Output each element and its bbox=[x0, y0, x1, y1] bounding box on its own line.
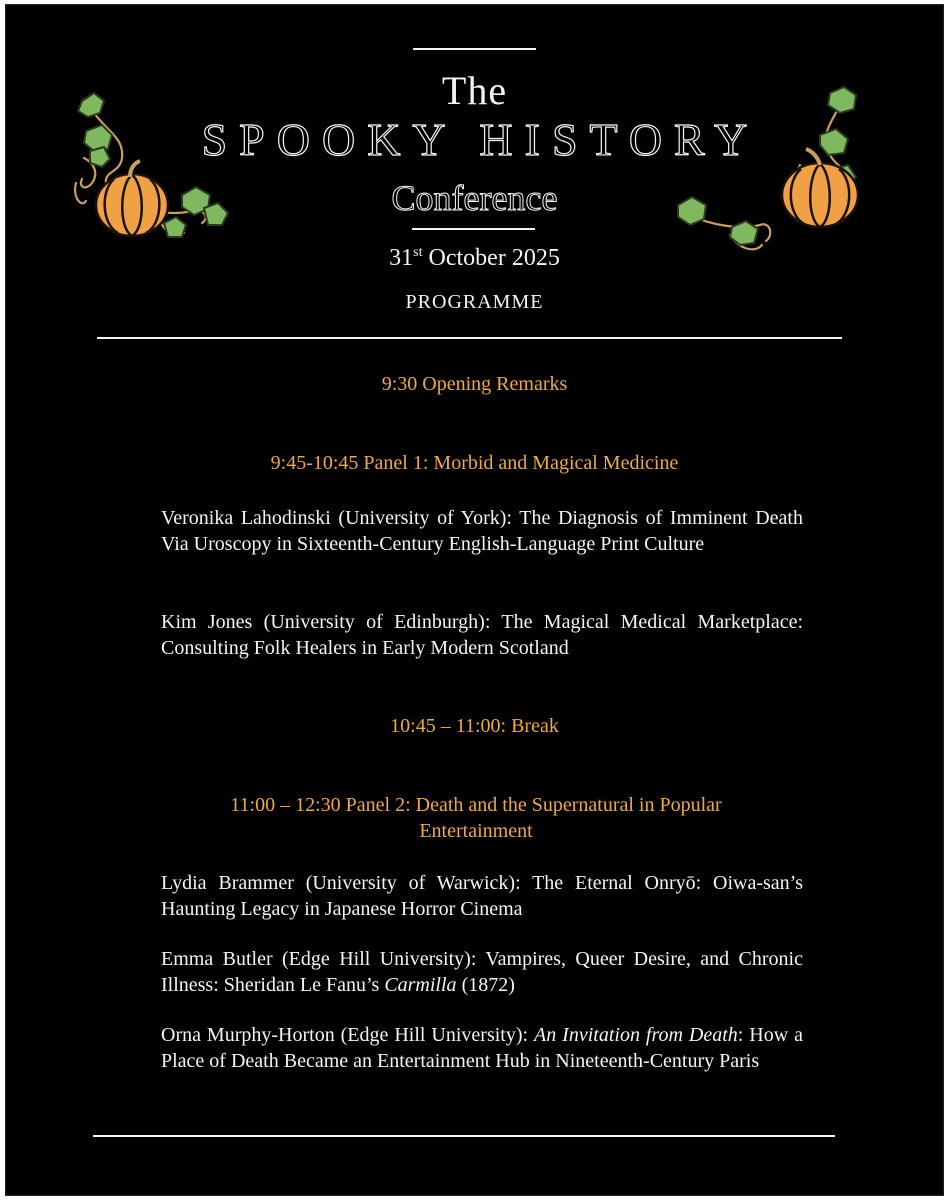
panel1-talk-2: Kim Jones (University of Edinburgh): The Magical Medical Marketplace: Consulting Folk Healers in Early Modern Scotland bbox=[161, 611, 803, 659]
talk-text: Orna Murphy-Horton (Edge Hill University): bbox=[161, 1024, 535, 1046]
panel2-talk-3 bbox=[161, 1022, 803, 1074]
talk-italic-title: Carmilla bbox=[384, 974, 457, 996]
footer-divider bbox=[93, 1135, 835, 1137]
programme-label: PROGRAMME bbox=[405, 291, 544, 313]
panel2-talk-2 bbox=[161, 946, 803, 998]
panel1-heading: 9:45-10:45 Panel 1: Morbid and Magical Medicine bbox=[270, 452, 679, 474]
date-suffix: st bbox=[413, 245, 423, 260]
talk-italic-title: An Invitation from Death bbox=[534, 1024, 738, 1046]
title-divider bbox=[412, 228, 535, 230]
top-divider bbox=[413, 48, 536, 50]
date-month-year: October 2025 bbox=[422, 245, 560, 271]
title-the: The bbox=[441, 68, 508, 113]
opening-remarks-heading: 9:30 Opening Remarks bbox=[381, 373, 568, 395]
panel2-talk-1: Lydia Brammer (University of Warwick): The Eternal Onryō: Oiwa-san’s Haunting Legacy in Japanese Horror Cinema bbox=[161, 872, 803, 920]
programme-poster bbox=[5, 4, 944, 1196]
date-day: 31 bbox=[389, 245, 414, 271]
title-conference: Conference bbox=[391, 178, 558, 218]
pumpkin-vine-icon bbox=[670, 85, 870, 261]
break-heading: 10:45 – 11:00: Break bbox=[390, 715, 559, 737]
conference-title: SPOOKY HISTORY bbox=[201, 114, 760, 165]
talk-text: (1872) bbox=[456, 974, 515, 996]
pumpkin-vine-icon bbox=[64, 83, 244, 261]
panel2-heading: 11:00 – 12:30 Panel 2: Death and the Supernatural in Popular Entertainment bbox=[230, 794, 722, 842]
talk-text: Emma Butler (Edge Hill University): Vampires, Queer Desire, and Chronic Illness: Sheridan Le Fanu’s bbox=[161, 948, 803, 996]
header-divider bbox=[97, 337, 842, 339]
talk-text: : How a Place of Death Became an Entertainment Hub in Nineteenth-Century Paris bbox=[161, 1024, 803, 1072]
panel1-talk-1: Veronika Lahodinski (University of York): The Diagnosis of Imminent Death Via Uroscopy in Sixteenth-Century English-Language Print Culture bbox=[161, 507, 803, 555]
